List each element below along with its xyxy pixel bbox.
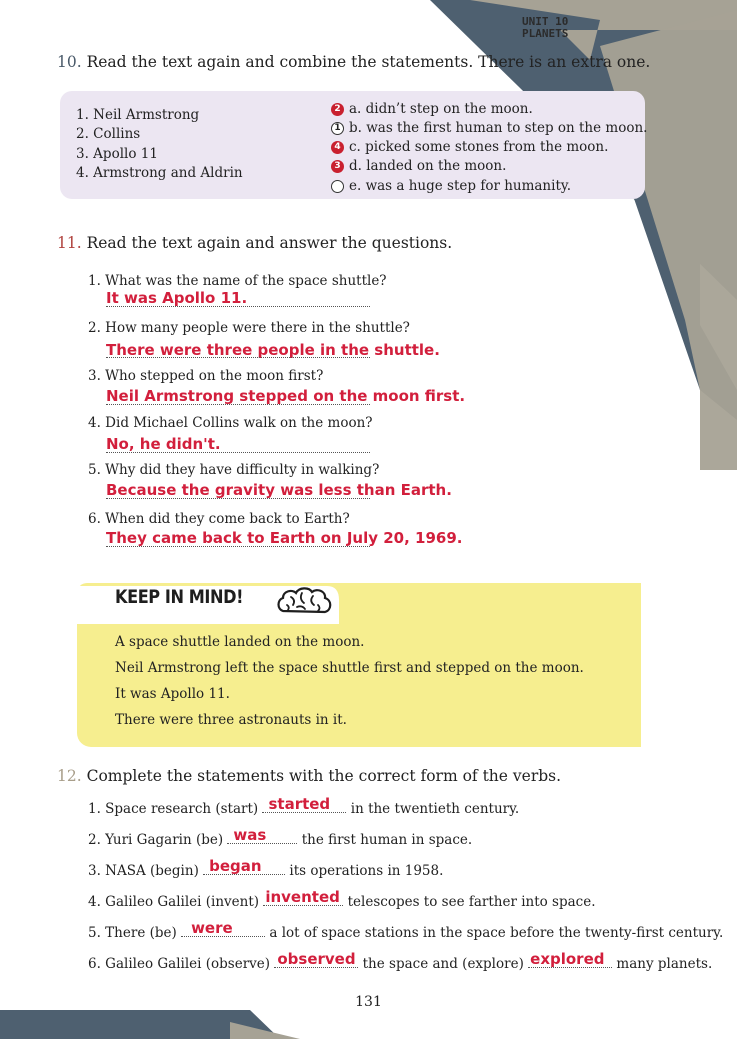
answer-line bbox=[106, 306, 370, 307]
match-right-text: c. picked some stones from the moon. bbox=[349, 139, 609, 155]
keep-in-mind-line: Neil Armstrong left the space shuttle first and stepped on the moon. bbox=[115, 660, 584, 676]
match-right-text: a. didn’t step on the moon. bbox=[349, 101, 533, 117]
statement-text: 1. Space research (start) bbox=[88, 801, 263, 817]
statement-text: 2. Yuri Gagarin (be) bbox=[88, 832, 228, 848]
answer-marker: 1 bbox=[331, 122, 344, 135]
statement bbox=[88, 826, 473, 848]
keep-in-mind-line: It was Apollo 11. bbox=[115, 686, 230, 702]
question: 2. How many people were there in the shuttle? bbox=[88, 320, 410, 336]
keep-in-mind-title: KEEP IN MIND! bbox=[115, 586, 244, 608]
match-left-item: 4. Armstrong and Aldrin bbox=[76, 165, 243, 181]
answer-marker: 2 bbox=[331, 103, 344, 116]
answer-line bbox=[106, 546, 370, 547]
match-left-item: 2. Collins bbox=[76, 126, 141, 142]
statement bbox=[88, 888, 596, 910]
statement-text: the first human in space. bbox=[297, 832, 473, 848]
exercise-12-number: 12. bbox=[57, 767, 82, 785]
match-left-item: 1. Neil Armstrong bbox=[76, 107, 200, 123]
statement-text: many planets. bbox=[612, 956, 713, 972]
match-right-item bbox=[331, 101, 533, 117]
answer-line bbox=[106, 357, 370, 358]
keep-in-mind-line: A space shuttle landed on the moon. bbox=[115, 634, 365, 650]
match-right-item bbox=[331, 120, 647, 136]
verb-answer: began bbox=[209, 857, 262, 875]
match-right-item bbox=[331, 178, 571, 194]
unit-title: PLANETS bbox=[522, 27, 569, 40]
statement bbox=[88, 795, 520, 817]
verb-answer: were bbox=[191, 919, 233, 937]
statement-text: 3. NASA (begin) bbox=[88, 863, 204, 879]
statement bbox=[88, 919, 724, 941]
question: 5. Why did they have difficulty in walking? bbox=[88, 462, 380, 478]
statement bbox=[88, 950, 713, 972]
question: 6. When did they come back to Earth? bbox=[88, 511, 350, 527]
answer-blank bbox=[262, 795, 346, 813]
match-left-item: 3. Apollo 11 bbox=[76, 146, 158, 162]
match-right-item bbox=[331, 139, 608, 155]
answer: There were three people in the shuttle. bbox=[106, 341, 440, 359]
answer-marker: 4 bbox=[331, 141, 344, 154]
question: 4. Did Michael Collins walk on the moon? bbox=[88, 415, 373, 431]
match-right-item bbox=[331, 158, 506, 174]
answer: They came back to Earth on July 20, 1969. bbox=[106, 529, 463, 547]
match-right-text: b. was the first human to step on the moon. bbox=[349, 120, 648, 136]
match-right-text: d. landed on the moon. bbox=[349, 158, 507, 174]
exercise-12-instruction: Complete the statements with the correct form of the verbs. bbox=[86, 767, 562, 785]
verb-answer: explored bbox=[530, 950, 605, 968]
answer: No, he didn't. bbox=[106, 435, 221, 453]
statement-text: 4. Galileo Galilei (invent) bbox=[88, 894, 264, 910]
answer-blank bbox=[181, 919, 265, 937]
exercise-11-number: 11. bbox=[57, 234, 82, 252]
answer: It was Apollo 11. bbox=[106, 289, 248, 307]
statement-text: 6. Galileo Galilei (observe) bbox=[88, 956, 275, 972]
verb-answer: invented bbox=[265, 888, 340, 906]
exercise-10-number: 10. bbox=[57, 53, 82, 71]
answer: Neil Armstrong stepped on the moon first. bbox=[106, 387, 466, 405]
answer-blank bbox=[203, 857, 285, 875]
statement-text: the space and (explore) bbox=[358, 956, 529, 972]
statement-text: in the twentieth century. bbox=[346, 801, 520, 817]
answer-blank bbox=[528, 950, 612, 968]
match-right-text: e. was a huge step for humanity. bbox=[349, 178, 571, 194]
exercise-11-heading bbox=[57, 234, 452, 252]
page-number: 131 bbox=[355, 994, 382, 1010]
statement-text: telescopes to see farther into space. bbox=[343, 894, 596, 910]
answer-blank bbox=[274, 950, 358, 968]
exercise-12-heading bbox=[57, 767, 561, 785]
statement-text: its operations in 1958. bbox=[285, 863, 444, 879]
unit-label bbox=[522, 16, 568, 40]
statement-text: a lot of space stations in the space before the twenty-first century. bbox=[265, 925, 724, 941]
empty-marker bbox=[331, 180, 344, 193]
answer-line bbox=[106, 452, 370, 453]
answer-blank bbox=[263, 888, 343, 906]
unit-number: UNIT 10 bbox=[522, 15, 569, 28]
answer-blank bbox=[227, 826, 297, 844]
answer-line bbox=[106, 498, 370, 499]
verb-answer: observed bbox=[277, 950, 356, 968]
exercise-10-heading bbox=[57, 53, 650, 71]
answer-line bbox=[106, 404, 370, 405]
statement bbox=[88, 857, 444, 879]
exercise-10-instruction: Read the text again and combine the statements. There is an extra one. bbox=[86, 53, 651, 71]
statement-text: 5. There (be) bbox=[88, 925, 182, 941]
keep-in-mind-line: There were three astronauts in it. bbox=[115, 712, 347, 728]
verb-answer: was bbox=[233, 826, 267, 844]
answer-marker: 3 bbox=[331, 160, 344, 173]
exercise-11-instruction: Read the text again and answer the questions. bbox=[86, 234, 453, 252]
brain-icon bbox=[275, 585, 335, 619]
verb-answer: started bbox=[268, 795, 331, 813]
answer: Because the gravity was less than Earth. bbox=[106, 481, 452, 499]
question: 1. What was the name of the space shuttle? bbox=[88, 273, 387, 289]
question: 3. Who stepped on the moon first? bbox=[88, 368, 324, 384]
